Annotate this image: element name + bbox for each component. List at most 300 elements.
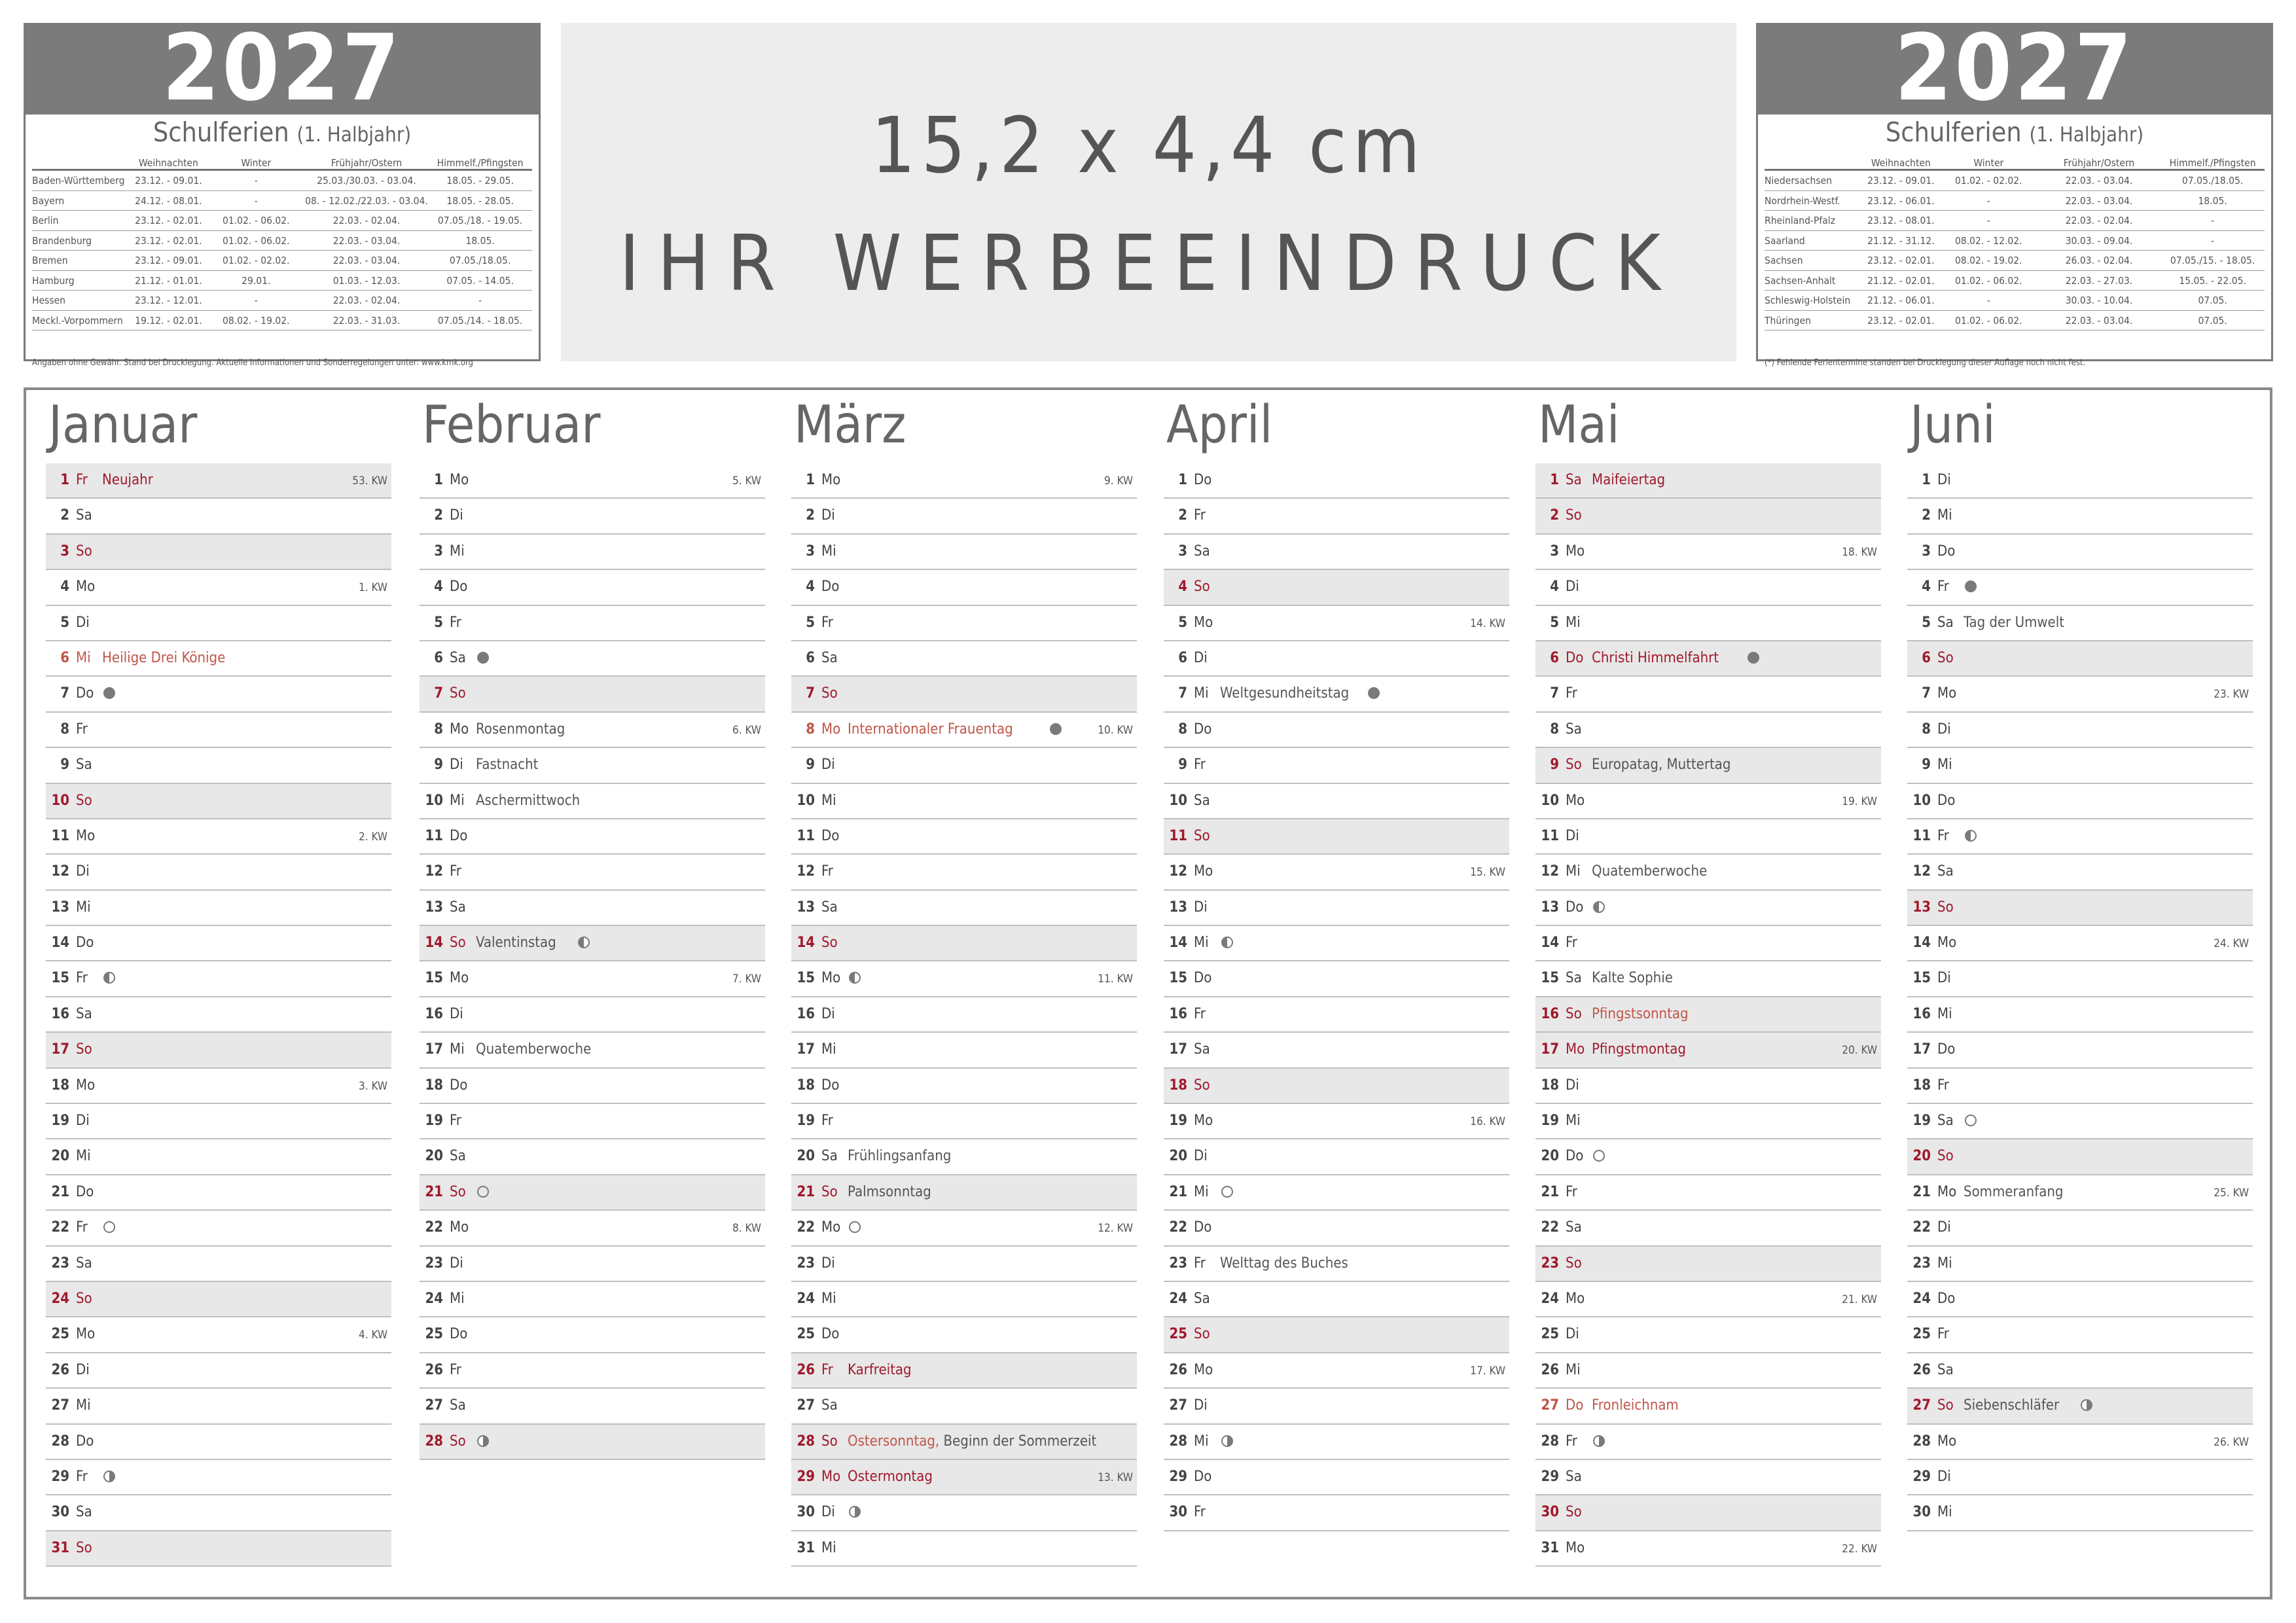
weekday: Sa [450,1148,466,1165]
table-row [32,291,532,311]
state-name: Hamburg [32,274,75,287]
weekday: Di [450,1005,463,1022]
holiday-name: Pfingstmontag [1592,1041,1686,1058]
weekday: Sa [76,1504,92,1521]
weekday: Mi [821,792,836,809]
weekday: Mo [450,1219,469,1236]
weekday: Do [76,1433,94,1450]
day-number: 15 [1541,970,1559,987]
weekday: So [821,935,838,952]
holiday-name: Europatag, Muttertag [1592,757,1731,774]
day-row [420,641,765,677]
weekday: Mo [1566,792,1585,809]
weekday: Sa [1194,1041,1210,1058]
day-number: 1 [1922,472,1931,488]
day-row [1907,961,2253,997]
day-number: 23 [1169,1255,1187,1272]
day-row [1535,713,1881,748]
state-name: Nordrhein-Westf. [1765,194,1840,207]
weekday: Mo [1566,1290,1585,1307]
weekday: Mi [1194,685,1209,702]
full-moon-icon [1050,723,1062,735]
day-number: 20 [797,1148,815,1165]
state-name: Meckl.-Vorpommern [32,314,123,327]
day-number: 11 [1912,827,1931,844]
weekday: Fr [821,614,833,631]
day-row [1907,748,2253,783]
weekday: Fr [1937,579,1949,596]
day-row [1535,1104,1881,1139]
weekday: Mo [821,970,841,987]
holiday-label [1964,615,2064,631]
day-number: 13 [1169,899,1187,916]
day-number: 18 [1169,1077,1187,1094]
year-label: 2027 [24,23,541,115]
day-number: 29 [797,1468,815,1485]
day-number: 15 [797,970,815,987]
weekday: Sa [821,1397,838,1414]
holiday-label [476,1041,591,1058]
day-number: 26 [1912,1361,1931,1378]
day-number: 16 [1541,1005,1559,1022]
day-row [791,1531,1137,1567]
holiday-dates: 01.02. - 06.02. [223,234,290,247]
day-number: 6 [434,649,443,666]
weekday: Mo [450,970,469,987]
day-row [1907,1069,2253,1104]
holiday-dates: - [2211,215,2215,226]
day-number: 5 [1178,614,1187,631]
weekday: Di [450,1255,463,1272]
weekday: So [450,935,466,952]
day-row [1535,463,1881,499]
state-name: Niedersachsen [1765,175,1833,187]
weekday: Di [1566,1326,1579,1343]
day-row [420,677,765,712]
day-number: 3 [434,543,443,560]
day-row [46,1495,391,1531]
full-moon-icon [1965,580,1977,592]
day-number: 22 [797,1219,815,1236]
day-row [46,1139,391,1175]
weekday: Mi [76,899,91,916]
holiday-dates: - [1986,294,1990,306]
day-number: 19 [425,1113,443,1130]
header-cell [32,156,130,169]
day-number: 24 [1169,1290,1187,1307]
day-row [1535,1317,1881,1353]
day-number: 16 [1169,1005,1187,1022]
holiday-dates: 22.03. - 03.04. [332,255,401,266]
day-number: 9 [806,757,815,774]
holiday-label [848,1469,933,1485]
weekday: Sa [1937,614,1954,631]
day-row [420,748,765,783]
day-number: 11 [51,827,69,844]
weekday: So [450,685,466,702]
day-row [46,1069,391,1104]
holiday-name: Valentinstag [476,935,556,952]
day-row [1907,570,2253,605]
header-cell: Himmelf./Pfingsten [437,157,524,169]
holiday-label [476,721,565,738]
day-number: 10 [1912,792,1931,809]
holiday-dates: - [1986,215,1990,226]
day-row [420,997,765,1033]
holiday-name: Frühlingsanfang [848,1148,952,1165]
day-number: 17 [425,1041,443,1058]
weekday: Mi [76,1397,91,1414]
holiday-label [102,472,153,488]
day-number: 10 [1541,792,1559,809]
weekday: Fr [1566,935,1577,952]
holiday-dates: 24.12. - 08.01. [135,194,202,207]
half-moon-icon [1593,901,1605,913]
day-row [1907,855,2253,890]
day-number: 5 [434,614,443,631]
weekday: Mo [1937,685,1957,702]
table-row [1765,271,2265,291]
day-row [46,1247,391,1282]
day-number: 5 [1550,614,1559,631]
holiday-name: Kalte Sophie [1592,970,1673,987]
state-name: Baden-Württemberg [32,175,125,187]
holiday-dates: 22.03. - 31.03. [332,314,401,327]
weekday: Di [821,1504,835,1521]
day-row [1907,677,2253,712]
day-number: 16 [797,1005,815,1022]
holiday-name: Ostersonntag, [848,1433,940,1450]
day-number: 26 [1169,1361,1187,1378]
half-moon-icon [849,972,861,984]
day-row [1535,535,1881,570]
day-number: 25 [797,1326,815,1343]
day-number: 11 [1541,827,1559,844]
day-row [1535,1531,1881,1567]
weekday: So [821,1183,838,1200]
day-row [420,570,765,605]
day-row [791,1460,1137,1495]
weekday: Di [1194,899,1208,916]
holiday-dates: 07.05. [2198,294,2227,306]
holiday-dates: 30.03. - 10.04. [2065,294,2133,306]
day-number: 8 [1550,721,1559,738]
state-name: Bremen [32,255,68,266]
weekday: So [1194,827,1210,844]
holiday-dates: 01.03. - 12.03. [332,274,401,287]
day-number: 14 [51,935,69,952]
weekday: Mo [76,1326,96,1343]
day-row [1907,713,2253,748]
weekday: Mi [1566,1361,1581,1378]
holiday-label [1220,685,1349,702]
day-number: 27 [1912,1397,1931,1414]
day-row [791,784,1137,819]
weekday: Mi [76,649,91,666]
holiday-label [1592,757,1731,773]
day-row [1164,1460,1509,1495]
weekday: Fr [450,1361,461,1378]
day-row [1907,1211,2253,1246]
weekday: Mi [1194,935,1209,952]
day-number: 24 [1912,1290,1931,1307]
new-moon-icon [1965,1115,1977,1126]
day-number: 23 [1912,1255,1931,1272]
holiday-dates: 22.03. - 03.04. [2065,175,2133,187]
day-row [1164,1282,1509,1317]
weekday: Mi [1937,757,1952,774]
day-row [1164,499,1509,534]
day-number: 30 [797,1504,815,1521]
day-row [1907,1033,2253,1068]
day-row [791,891,1137,926]
school-holidays-box-left [24,15,541,368]
day-row [46,1033,391,1068]
day-number: 18 [1912,1077,1931,1094]
weekday: Sa [1937,863,1954,880]
day-number: 4 [434,579,443,596]
weekday: Mi [1937,1005,1952,1022]
holiday-label [848,1362,912,1378]
weekday: Sa [450,1397,466,1414]
weekday: Do [450,579,468,596]
calendar-week: 5. KW [732,474,761,488]
holiday-dates: 22.03. - 02.04. [332,294,401,306]
day-number: 9 [1550,757,1559,774]
weekday: Mo [1937,1433,1957,1450]
calendar-week: 53. KW [352,474,387,488]
day-row [1164,1211,1509,1246]
weekday: Sa [821,1148,838,1165]
calendar-week: 19. KW [1842,794,1877,808]
day-row [1164,926,1509,961]
weekday: So [1194,1077,1210,1094]
day-row [1535,891,1881,926]
day-number: 11 [797,827,815,844]
holiday-name: Heilige Drei Könige [102,649,226,666]
day-row [46,463,391,499]
day-row [791,677,1137,712]
day-row [420,606,765,641]
month-column [46,386,391,1567]
day-number: 28 [1541,1433,1559,1450]
weekday: Fr [821,1361,833,1378]
day-number: 25 [425,1326,443,1343]
day-row [1535,997,1881,1033]
holiday-label [848,1184,931,1200]
day-row [1907,1175,2253,1211]
holiday-dates: 15.05. - 22.05. [2179,274,2246,287]
day-row [1907,535,2253,570]
holiday-dates: 18.05. [465,234,495,247]
holiday-name: Karfreitag [848,1361,912,1378]
half-moon-icon [849,1506,861,1518]
holiday-dates: 08.02. - 19.02. [1955,255,2022,266]
day-number: 23 [797,1255,815,1272]
weekday: So [450,1183,466,1200]
holiday-dates: 18.05. - 29.05. [446,175,514,187]
weekday: Fr [1566,1183,1577,1200]
calendar-week: 23. KW [2214,688,2249,702]
month-column [1164,386,1509,1531]
day-number: 3 [1922,543,1931,560]
weekday: Fr [1194,1255,1206,1272]
weekday: Mo [821,1219,841,1236]
weekday: So [1566,1255,1582,1272]
half-moon-icon [103,972,115,984]
weekday: Fr [1194,507,1206,524]
weekday: Di [821,507,835,524]
day-row [1907,1495,2253,1531]
holiday-dates: 29.01. [242,274,271,287]
day-number: 3 [60,543,69,560]
holiday-name: Neujahr [102,472,153,488]
day-number: 11 [1169,827,1187,844]
day-number: 1 [1178,472,1187,488]
weekday: Sa [1194,792,1210,809]
day-number: 20 [1912,1148,1931,1165]
state-name: Bayern [32,194,65,207]
day-row [791,713,1137,748]
weekday: Di [76,1361,90,1378]
day-row [1164,1175,1509,1211]
day-number: 24 [1541,1290,1559,1307]
calendar-week: 11. KW [1098,972,1133,986]
day-number: 10 [797,792,815,809]
weekday: Di [1566,1077,1579,1094]
day-number: 17 [1912,1041,1931,1058]
day-number: 17 [51,1041,69,1058]
weekday: Do [1194,721,1212,738]
calendar-week: 25. KW [2214,1186,2249,1200]
day-row [791,1425,1137,1460]
day-row [1164,463,1509,499]
weekday: Mo [1566,1539,1585,1556]
weekday: Di [1566,827,1579,844]
day-row [46,1175,391,1211]
school-holidays-table [1765,156,2265,330]
weekday: So [1566,507,1582,524]
day-row [1907,1139,2253,1175]
header-cell: Weihnachten [1871,157,1931,169]
weekday: Fr [76,1468,88,1485]
weekday: Mo [1194,863,1213,880]
day-number: 20 [425,1148,443,1165]
state-name: Saarland [1765,234,1805,247]
weekday: So [450,1433,466,1450]
weekday: Di [821,1255,835,1272]
weekday: Fr [1566,685,1577,702]
day-row [791,1282,1137,1317]
weekday: Mi [1194,1183,1209,1200]
day-row [46,570,391,605]
weekday: Di [1194,1397,1208,1414]
weekday: Di [76,863,90,880]
day-number: 16 [425,1005,443,1022]
day-row [1535,748,1881,783]
day-number: 12 [797,863,815,880]
day-number: 27 [1541,1397,1559,1414]
holiday-dates: 21.12. - 06.01. [1867,294,1935,306]
day-row [46,891,391,926]
day-number: 23 [1541,1255,1559,1272]
day-row [420,1425,765,1460]
table-row [32,231,532,251]
holiday-dates: - [254,175,258,187]
day-row [420,1353,765,1389]
day-number: 7 [1550,685,1559,702]
half-moon-icon [1965,830,1977,842]
weekday: Sa [1194,543,1210,560]
day-number: 15 [1912,970,1931,987]
weekday: Mi [1566,1113,1581,1130]
holiday-name-extra: Beginn der Sommerzeit [939,1433,1097,1450]
day-number: 22 [51,1219,69,1236]
day-number: 12 [425,863,443,880]
day-row [420,1033,765,1068]
day-number: 13 [425,899,443,916]
day-row [1164,855,1509,890]
school-holidays-table [32,156,532,330]
day-number: 17 [1541,1041,1559,1058]
weekday: Di [1937,1468,1951,1485]
day-number: 6 [1178,649,1187,666]
day-row [791,535,1137,570]
weekday: Fr [450,614,461,631]
disclaimer-note: Angaben ohne Gewähr. Stand bei Drucklegung. Aktuelle Informationen und Sonderregelungen unter: www.kmk.org [32,358,473,368]
day-row [1164,641,1509,677]
day-row [420,1282,765,1317]
holiday-name: Quatemberwoche [1592,863,1708,880]
weekday: So [76,1539,92,1556]
state-name: Rheinland-Pfalz [1765,215,1836,226]
weekday: Di [450,507,463,524]
weekday: Mi [1937,1504,1952,1521]
day-number: 31 [51,1539,69,1556]
day-number: 23 [51,1255,69,1272]
weekday: Sa [821,649,838,666]
day-number: 15 [425,970,443,987]
day-row [1535,1175,1881,1211]
holiday-dates: 25.03./30.03. - 03.04. [317,175,416,187]
day-row [1164,713,1509,748]
holiday-label [1592,650,1719,666]
day-number: 27 [797,1397,815,1414]
holiday-dates: - [478,294,482,306]
weekday: Sa [450,649,466,666]
day-number: 28 [51,1433,69,1450]
weekday: So [1566,1005,1582,1022]
day-number: 8 [1922,721,1931,738]
holiday-name: Welttag des Buches [1220,1255,1348,1272]
state-name: Thüringen [1765,314,1811,327]
day-row [1535,926,1881,961]
holiday-name: Quatemberwoche [476,1041,592,1058]
weekday: Do [1194,970,1212,987]
day-row [46,677,391,712]
weekday: Mo [1194,614,1213,631]
day-row [1535,499,1881,534]
day-row [791,1317,1137,1353]
new-moon-icon [103,1221,115,1233]
weekday: Mi [821,1041,836,1058]
holiday-dates: 21.12. - 31.12. [1867,234,1935,247]
day-number: 14 [797,935,815,952]
holiday-dates: 23.12. - 02.01. [135,215,202,226]
holiday-dates: 26.03. - 02.04. [2065,255,2133,266]
weekday: Sa [1194,1290,1210,1307]
day-row [1907,1353,2253,1389]
